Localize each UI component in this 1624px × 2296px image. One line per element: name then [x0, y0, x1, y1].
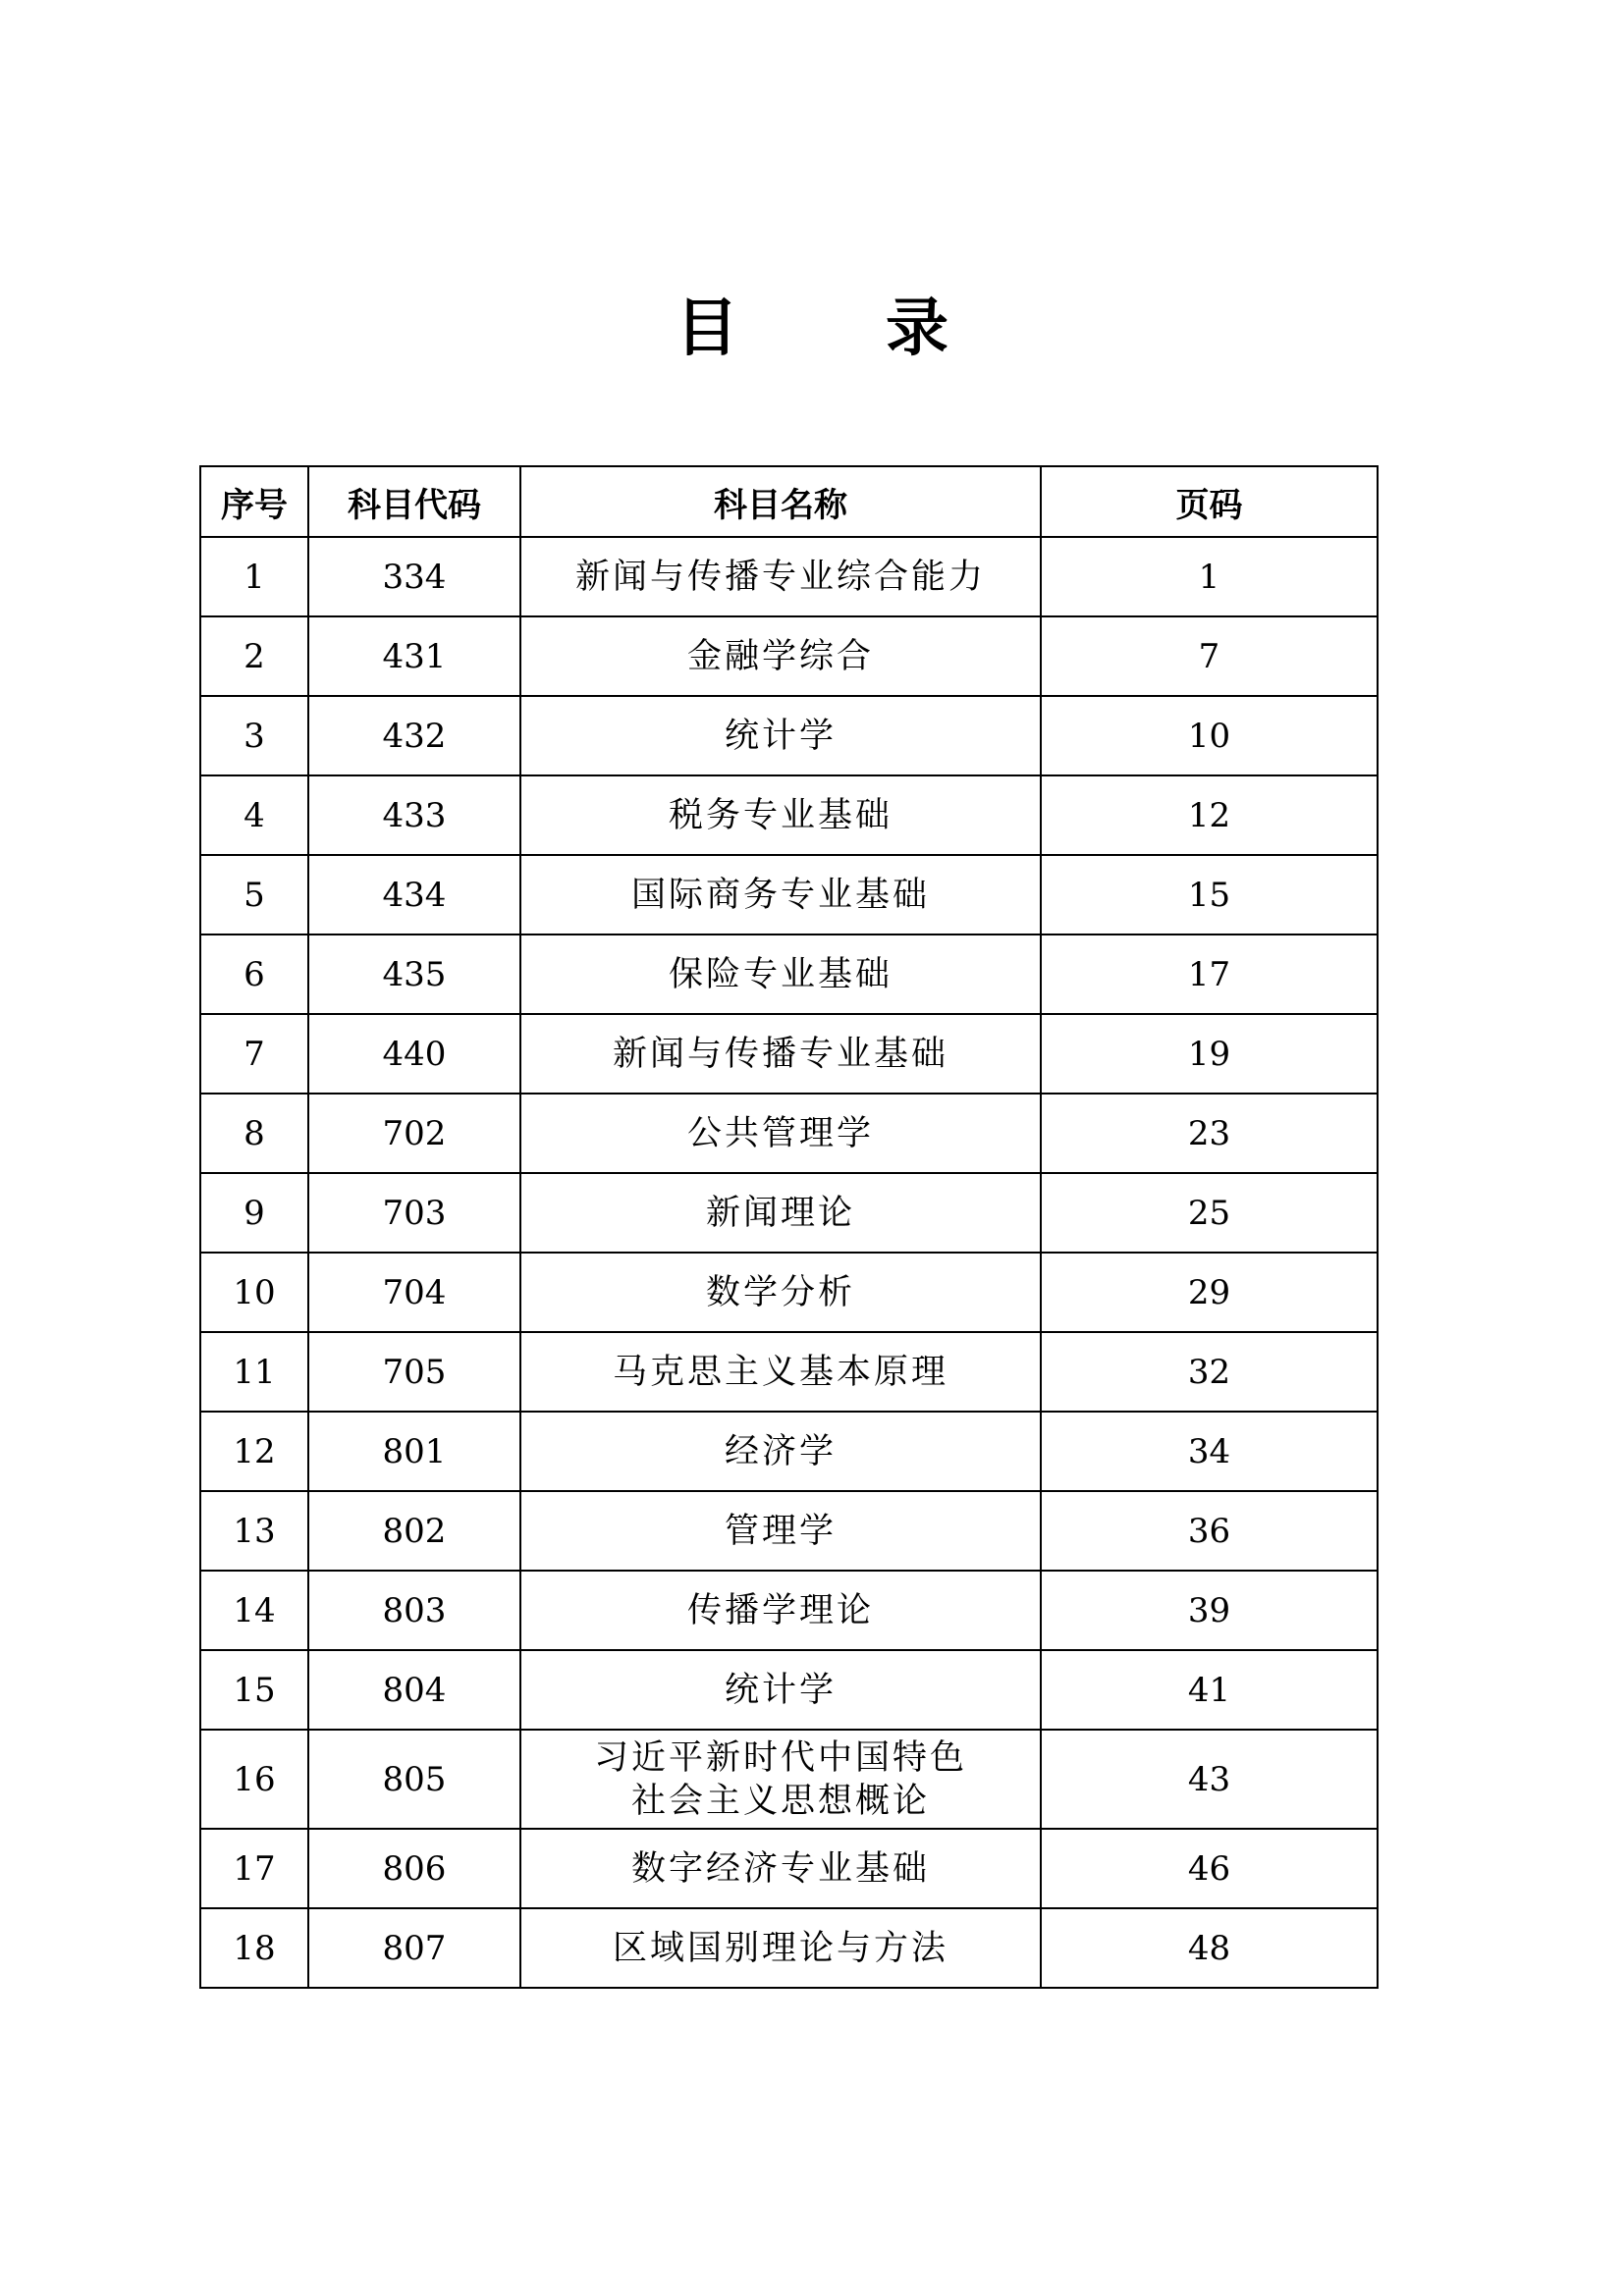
table-row [200, 537, 1378, 616]
subject-code: 801 [308, 1412, 520, 1491]
subject-name-line: 国际商务专业基础 [630, 875, 930, 915]
subject-name [520, 855, 1041, 934]
subject-name [520, 696, 1041, 775]
table-row [200, 1650, 1378, 1730]
subject-code: 432 [308, 696, 520, 775]
subject-name [520, 1908, 1041, 1988]
subject-code: 704 [308, 1253, 520, 1332]
subject-code: 433 [308, 775, 520, 855]
table-row [200, 1412, 1378, 1491]
subject-name [520, 1829, 1041, 1908]
subject-name-line: 管理学 [724, 1511, 837, 1551]
page-number: 19 [1041, 1014, 1378, 1094]
subject-name-line: 税务专业基础 [668, 795, 893, 835]
row-number: 6 [200, 934, 308, 1014]
page-number: 34 [1041, 1412, 1378, 1491]
table-row [200, 1094, 1378, 1173]
subject-code: 804 [308, 1650, 520, 1730]
toc-table [199, 465, 1379, 1989]
page-number: 1 [1041, 537, 1378, 616]
subject-name [520, 616, 1041, 696]
page-number: 43 [1041, 1730, 1378, 1829]
row-number: 9 [200, 1173, 308, 1253]
subject-name-line: 区域国别理论与方法 [612, 1928, 948, 1968]
table-row [200, 1571, 1378, 1650]
subject-name-line: 社会主义思想概论 [630, 1781, 930, 1821]
page-number: 17 [1041, 934, 1378, 1014]
row-number: 16 [200, 1730, 308, 1829]
table-row [200, 1173, 1378, 1253]
toc-header-row [200, 466, 1378, 537]
page-number: 12 [1041, 775, 1378, 855]
subject-name-line: 新闻与传播专业基础 [612, 1034, 948, 1074]
header-no: 序号 [200, 466, 308, 537]
subject-name-line: 统计学 [724, 716, 837, 756]
subject-name-line: 习近平新时代中国特色 [593, 1737, 967, 1778]
subject-code: 807 [308, 1908, 520, 1988]
row-number: 12 [200, 1412, 308, 1491]
page-number: 25 [1041, 1173, 1378, 1253]
subject-code: 434 [308, 855, 520, 934]
subject-name-line: 传播学理论 [686, 1590, 874, 1630]
header-code: 科目代码 [308, 466, 520, 537]
subject-name [520, 1571, 1041, 1650]
row-number: 2 [200, 616, 308, 696]
row-number: 13 [200, 1491, 308, 1571]
row-number: 4 [200, 775, 308, 855]
subject-name [520, 775, 1041, 855]
row-number: 1 [200, 537, 308, 616]
subject-code: 431 [308, 616, 520, 696]
subject-code: 803 [308, 1571, 520, 1650]
toc-body [200, 537, 1378, 1988]
table-row [200, 1014, 1378, 1094]
row-number: 14 [200, 1571, 308, 1650]
table-row [200, 616, 1378, 696]
row-number: 17 [200, 1829, 308, 1908]
table-row [200, 1730, 1378, 1829]
subject-code: 703 [308, 1173, 520, 1253]
table-row [200, 775, 1378, 855]
subject-name [520, 1014, 1041, 1094]
table-row [200, 1908, 1378, 1988]
header-name: 科目名称 [520, 466, 1041, 537]
table-row [200, 1332, 1378, 1412]
table-row [200, 855, 1378, 934]
subject-code: 805 [308, 1730, 520, 1829]
page-number: 29 [1041, 1253, 1378, 1332]
subject-code: 702 [308, 1094, 520, 1173]
subject-name-line: 新闻与传播专业综合能力 [574, 557, 986, 597]
row-number: 10 [200, 1253, 308, 1332]
row-number: 7 [200, 1014, 308, 1094]
subject-name [520, 1491, 1041, 1571]
subject-name [520, 1650, 1041, 1730]
subject-name-line: 保险专业基础 [668, 954, 893, 994]
subject-code: 705 [308, 1332, 520, 1412]
page-number: 10 [1041, 696, 1378, 775]
table-row [200, 1491, 1378, 1571]
row-number: 18 [200, 1908, 308, 1988]
row-number: 3 [200, 696, 308, 775]
page-title-char-1: 目 [676, 293, 738, 365]
page-number: 32 [1041, 1332, 1378, 1412]
subject-name-line: 马克思主义基本原理 [612, 1352, 948, 1392]
subject-name [520, 1253, 1041, 1332]
page-number: 23 [1041, 1094, 1378, 1173]
row-number: 5 [200, 855, 308, 934]
row-number: 8 [200, 1094, 308, 1173]
subject-name-line: 公共管理学 [686, 1113, 874, 1153]
subject-name [520, 537, 1041, 616]
page-title-char-2: 录 [886, 293, 948, 365]
subject-name [520, 1332, 1041, 1412]
page-number: 36 [1041, 1491, 1378, 1571]
page-number: 15 [1041, 855, 1378, 934]
page-title [0, 285, 1624, 373]
subject-name [520, 1173, 1041, 1253]
page-number: 41 [1041, 1650, 1378, 1730]
subject-name-line: 数字经济专业基础 [630, 1848, 930, 1889]
subject-name-line: 新闻理论 [705, 1193, 855, 1233]
subject-name-line: 金融学综合 [686, 636, 874, 676]
table-row [200, 696, 1378, 775]
page-number: 7 [1041, 616, 1378, 696]
page-number: 46 [1041, 1829, 1378, 1908]
table-row [200, 934, 1378, 1014]
subject-name-line: 经济学 [724, 1431, 837, 1471]
subject-code: 435 [308, 934, 520, 1014]
subject-code: 334 [308, 537, 520, 616]
subject-code: 440 [308, 1014, 520, 1094]
subject-code: 802 [308, 1491, 520, 1571]
table-row [200, 1253, 1378, 1332]
subject-name [520, 1730, 1041, 1829]
subject-code: 806 [308, 1829, 520, 1908]
subject-name-line: 数学分析 [705, 1272, 855, 1312]
subject-name [520, 1094, 1041, 1173]
header-page: 页码 [1041, 466, 1378, 537]
page-number: 48 [1041, 1908, 1378, 1988]
table-row [200, 1829, 1378, 1908]
subject-name [520, 1412, 1041, 1491]
row-number: 15 [200, 1650, 308, 1730]
row-number: 11 [200, 1332, 308, 1412]
subject-name [520, 934, 1041, 1014]
page-number: 39 [1041, 1571, 1378, 1650]
subject-name-line: 统计学 [724, 1670, 837, 1710]
